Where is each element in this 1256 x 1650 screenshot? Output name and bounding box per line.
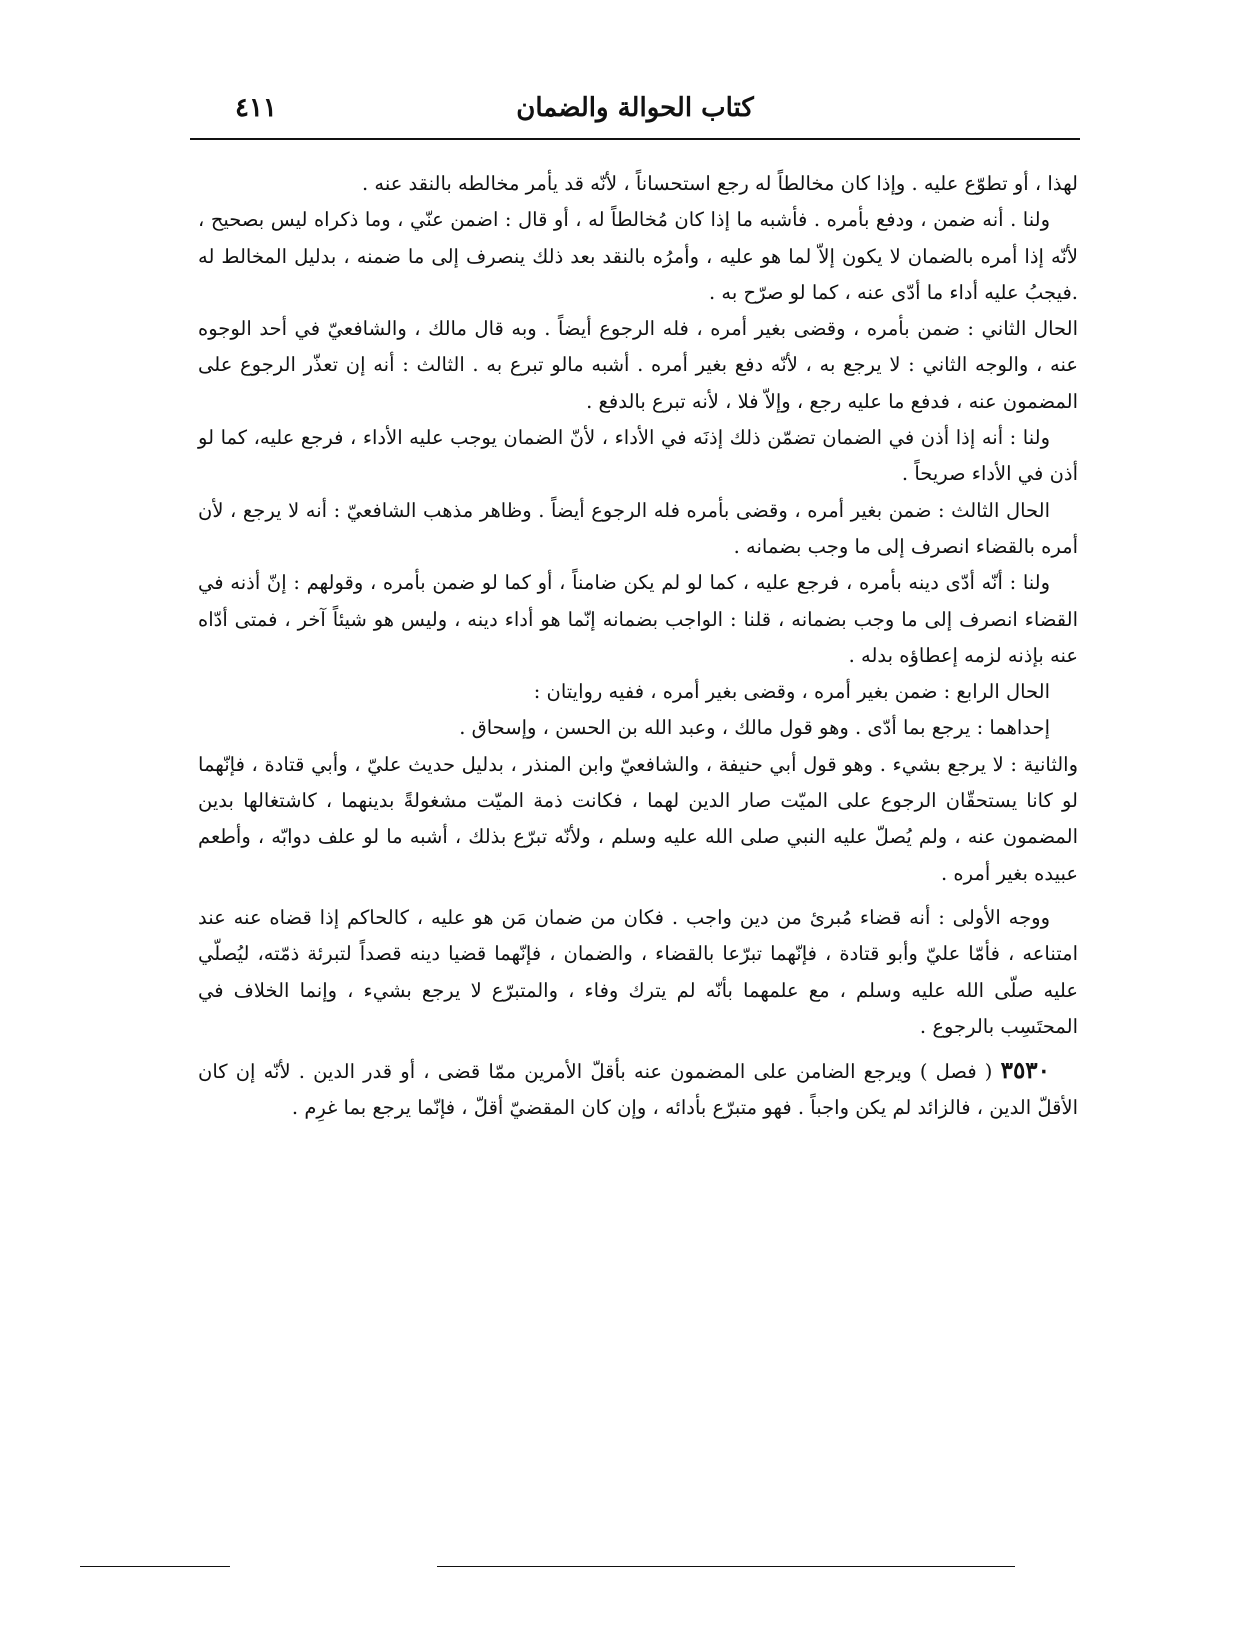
running-title: كتاب الحوالة والضمان xyxy=(516,93,754,123)
footer-rule-center xyxy=(437,1566,1015,1567)
header-rule xyxy=(190,138,1080,140)
paragraph: ولنا : أنه إذا أذن في الضمان تضمّن ذلك إذنَه في الأداء ، لأنّ الضمان يوجب عليه الأداء ، فرجع عليه، كما لو أذن في الأداء صريحاً . xyxy=(198,426,1078,486)
section-text: ( فصل ) ويرجع الضامن على المضمون عنه بأقلّ الأمرين ممّا قضى ، أو قدر الدين . لأنّه إن كان الأقلّ الدين ، فالزائد لم يكن واجباً . فهو متبرّع بأدائه ، وإن كان المقضيّ أقلّ ، فإنّما يرجع بما غرِم . xyxy=(198,1060,1078,1120)
page-header xyxy=(190,86,1080,136)
paragraph: والثانية : لا يرجع بشيء . وهو قول أبي حنيفة ، والشافعيّ وابن المنذر ، بدليل حديث عليّ ، وأبي قتادة ، فإنّهما لو كانا يستحقّان الرجوع على الميّت صار الدين لهما ، فكانت ذمة الميّت مشغولةً بدينهما ، كاشتغالها بدين المضمون عنه ، ولم يُصلّ عليه النبي صلى الله عليه وسلم ، ولأنّه تبرّع بذلك ، أشبه ما لو علف دوابّه ، وأطعم عبيده بغير أمره . xyxy=(198,752,1078,885)
paragraph: الحال الثالث : ضمن بغير أمره ، وقضى بأمره فله الرجوع أيضاً . وظاهر مذهب الشافعيّ : أنه لا يرجع ، لأن أمره بالقضاء انصرف إلى ما وجب بضمانه . xyxy=(198,498,1078,558)
paragraph: ولنا . أنه ضمن ، ودفع بأمره . فأشبه ما إذا كان مُخالطاً له ، أو قال : اضمن عنّي ، وما ذكراه ليس بصحيح ، لأنّه إذا أمره بالضمان لا يكون إلاّ لما هو عليه ، وأمرُه بالنقد بعد ذلك ينصرف إلى ما ضمنه ، بدليل المخالط له .فيجبُ عليه أداء ما أدّى عنه ، كما لو صرّح به . xyxy=(198,208,1078,304)
page-number: ٤١١ xyxy=(235,93,277,123)
paragraph: الحال الرابع : ضمن بغير أمره ، وقضى بغير أمره ، ففيه روايتان : xyxy=(533,680,1050,704)
paragraph: ولنا : أنّه أدّى دينه بأمره ، فرجع عليه ، كما لو لم يكن ضامناً ، أو كما لو ضمن بأمره ، وقولهم : إنّ أذنه في القضاء انصرف إلى ما وجب بضمانه ، قلنا : الواجب بضمانه إنّما هو أداء دينه ، وليس هو شيئاً آخر ، فمتى أدّاه عنه بإذنه لزمه إعطاؤه بدله . xyxy=(198,571,1078,667)
paragraph: ووجه الأولى : أنه قضاء مُبرئ من دين واجب . فكان من ضمان مَن هو عليه ، كالحاكم إذا قضاه عنه عند امتناعه ، فأمّا عليّ وأبو قتادة ، فإنّهما تبرّعا بالقضاء ، والضمان ، فإنّهما قضيا دينه قصداً لتبرئة ذمّته، ليُصلّي عليه صلّى الله عليه وسلم ، مع علمهما بأنّه لم يترك وفاء ، والمتبرّع لا يرجع بشيء ، وإنما الخلاف في المحتَسِب بالرجوع . xyxy=(198,905,1078,1038)
paragraph: الحال الثاني : ضمن بأمره ، وقضى بغير أمره ، فله الرجوع أيضاً . وبه قال مالك ، والشافعيّ في أحد الوجوه عنه ، والوجه الثاني : لا يرجع به ، لأنّه دفع بغير أمره . أشبه مالو تبرع به . الثالث : أنه إن تعذّر الرجوع على المضمون عنه ، فدفع ما عليه رجع ، وإلاّ فلا ، لأنه تبرع بالدفع . xyxy=(198,317,1078,413)
section-paragraph xyxy=(198,1053,1078,1127)
paragraph: لهذا ، أو تطوّع عليه . وإذا كان مخالطاً له رجع استحساناً ، لأنّه قد يأمر مخالطه بالنقد عنه . xyxy=(361,172,1078,195)
paragraph: إحداهما : يرجع بما أدّى . وهو قول مالك ، وعبد الله بن الحسن ، وإسحاق . xyxy=(459,716,1050,740)
footer-rule-left xyxy=(80,1566,230,1567)
main-text xyxy=(198,166,1078,1127)
section-number: ٣٥٣٠ xyxy=(1000,1057,1051,1085)
